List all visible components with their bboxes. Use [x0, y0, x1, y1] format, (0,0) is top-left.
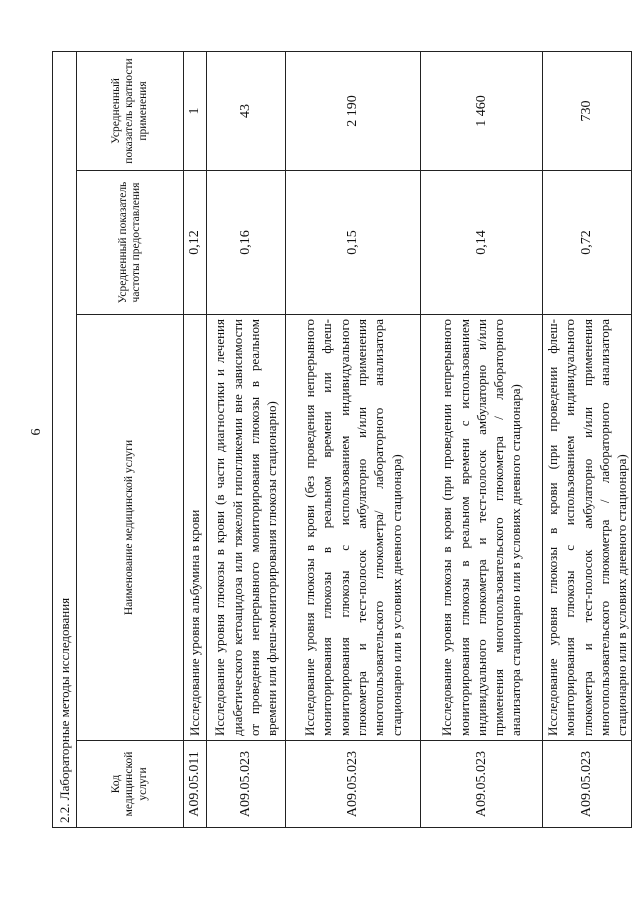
multiplicity-value: 43 — [207, 51, 286, 170]
service-code: A09.05.023 — [286, 741, 421, 828]
table-row — [286, 51, 421, 827]
frequency-value: 0,14 — [421, 171, 543, 315]
multiplicity-value: 1 — [184, 51, 207, 170]
frequency-value: 0,15 — [286, 171, 421, 315]
service-name: Исследование уровня глюкозы в крови (при проведении непрерывного мониторирования глюкозы в реальном времени с использованием индивидуального глюкометра и тест-полосок амбулаторно и/или применения многопользовательского глюкометра / лабораторного анализатора стационарно или в условиях дневного стационара) — [421, 315, 543, 741]
service-name: Исследование уровня глюкозы в крови (при проведении флеш-мониторирования глюкозы с использованием индивидуального глюкометра и тест-полосок амбулаторно и/или применения многопользовательского глюкометра / лабораторного анализатора стационарно или в условиях дневного стационара) — [543, 315, 632, 741]
table-row — [543, 51, 632, 827]
frequency-value: 0,16 — [207, 171, 286, 315]
rotated-table-container — [52, 52, 630, 828]
header-name: Наименование медицинской услуги — [77, 315, 184, 741]
table-row — [421, 51, 543, 827]
frequency-value: 0,12 — [184, 171, 207, 315]
table-row — [184, 51, 207, 827]
service-code: A09.05.011 — [184, 741, 207, 828]
header-multiplicity: Усредненный показатель кратности применения — [77, 51, 184, 170]
multiplicity-value: 730 — [543, 51, 632, 170]
header-frequency: Усредненный показатель частоты предоставления — [77, 171, 184, 315]
multiplicity-value: 1 460 — [421, 51, 543, 170]
frequency-value: 0,72 — [543, 171, 632, 315]
service-code: A09.05.023 — [421, 741, 543, 828]
services-table — [52, 51, 632, 828]
header-code: Код медицинской услуги — [77, 741, 184, 828]
service-name: Исследование уровня альбумина в крови — [184, 315, 207, 741]
table-row — [207, 51, 286, 827]
header-row — [77, 51, 184, 827]
multiplicity-value: 2 190 — [286, 51, 421, 170]
section-row — [53, 51, 77, 827]
section-title: 2.2. Лабораторные методы исследования — [53, 51, 77, 827]
service-name: Исследование уровня глюкозы в крови (в части диагностики и лечения диабетического кетоацидоза или тяжелой гипогликемии вне зависимости от проведения непрерывного мониторирования глюкозы в реальном времени или флеш-мониторирования глюкозы стационарно) — [207, 315, 286, 741]
service-code: A09.05.023 — [207, 741, 286, 828]
service-code: A09.05.023 — [543, 741, 632, 828]
service-name: Исследование уровня глюкозы в крови (без проведения непрерывного мониторирования глюкозы в реальном времени или флеш-мониторирования глюкозы с использованием индивидуального глюкометра и тест-полосок амбулаторно и/или применения многопользовательского глюкометра/ лабораторного анализатора стационарно или в условиях дневного стационара) — [286, 315, 421, 741]
page-number: 6 — [29, 428, 44, 436]
